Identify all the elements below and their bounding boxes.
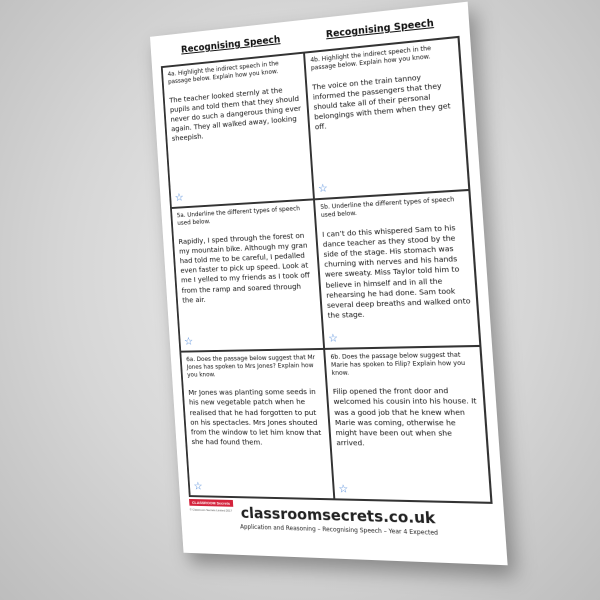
question: 4b. Highlight the indirect speech in the passage below. Explain how you know. — [310, 44, 432, 72]
star-icon: ☆ — [317, 182, 329, 196]
passage: Filip opened the front door and welcomed his cousin into his house. It was a good job that he knew when Marie was coming, otherwise he might have been out when she arrived. — [332, 386, 477, 448]
question: 5b. Underline the different types of speech used below. — [320, 196, 455, 219]
question: 4a. Highlight the indirect speech in the passage below. Explain how you know. — [167, 60, 279, 86]
passage: The voice on the train tannoy informed the passengers that they should take all of their personal belongings with them when they get off. — [311, 72, 451, 132]
star-icon: ☆ — [174, 191, 185, 204]
card-5b — [314, 190, 480, 349]
question: 5a. Underline the different types of speech used below. — [176, 205, 301, 227]
star-icon: ☆ — [183, 335, 194, 348]
card-5a — [171, 199, 324, 351]
passage: Mr Jones was planting some seeds in his new vegetable patch when he realised that he had forgotten to put on his spectacles. Mrs Jones shouted from the window to let him know that she had found them. — [188, 387, 322, 447]
question: 6b. Does the passage below suggest that Marie has spoken to Filip? Explain how you know. — [330, 351, 466, 377]
card-4b — [304, 37, 469, 199]
worksheet-page — [150, 2, 508, 566]
star-icon: ☆ — [193, 480, 203, 493]
footer — [189, 499, 495, 539]
page-title-right: Recognising Speech — [325, 17, 435, 41]
passage: Rapidly, I sped through the forest on my mountain bike. Although my gran had told me to be careful, I pedalled even faster to pick up speed. Look at me I yelled to my friends as I took off from the ramp and soared through the air. — [178, 230, 310, 305]
card-4a — [162, 53, 314, 208]
card-6b — [324, 346, 491, 503]
copyright: © Classroom Secrets Limited 2017 — [189, 507, 233, 513]
passage: I can’t do this whispered Sam to his dance teacher as they stood by the side of the stage. His stomach was churning with nerves and his hands were sweaty. Miss Taylor told him to believe in himself and in all the rehearsing he had done. Sam took several deep breaths and walked onto the stage. — [321, 222, 471, 321]
card-grid — [161, 36, 493, 504]
page-title-left: Recognising Speech — [180, 34, 281, 56]
footer-subtitle: Application and Reasoning – Recognising Speech – Year 4 Expected — [239, 523, 439, 537]
question: 6a. Does the passage below suggest that Mr Jones has spoken to Mrs Jones? Explain how you know. — [186, 354, 316, 379]
star-icon: ☆ — [338, 483, 349, 496]
passage: The teacher looked sternly at the pupils and told them that they should never do such a dangerous thing ever again. They all walked away, looking sheepish. — [169, 85, 302, 144]
brand-url: classroomsecrets.co.uk — [240, 504, 436, 528]
classroom-secrets-logo: CLASSROOM Secrets — [189, 499, 233, 507]
star-icon: ☆ — [327, 332, 339, 345]
card-6a — [180, 349, 334, 499]
